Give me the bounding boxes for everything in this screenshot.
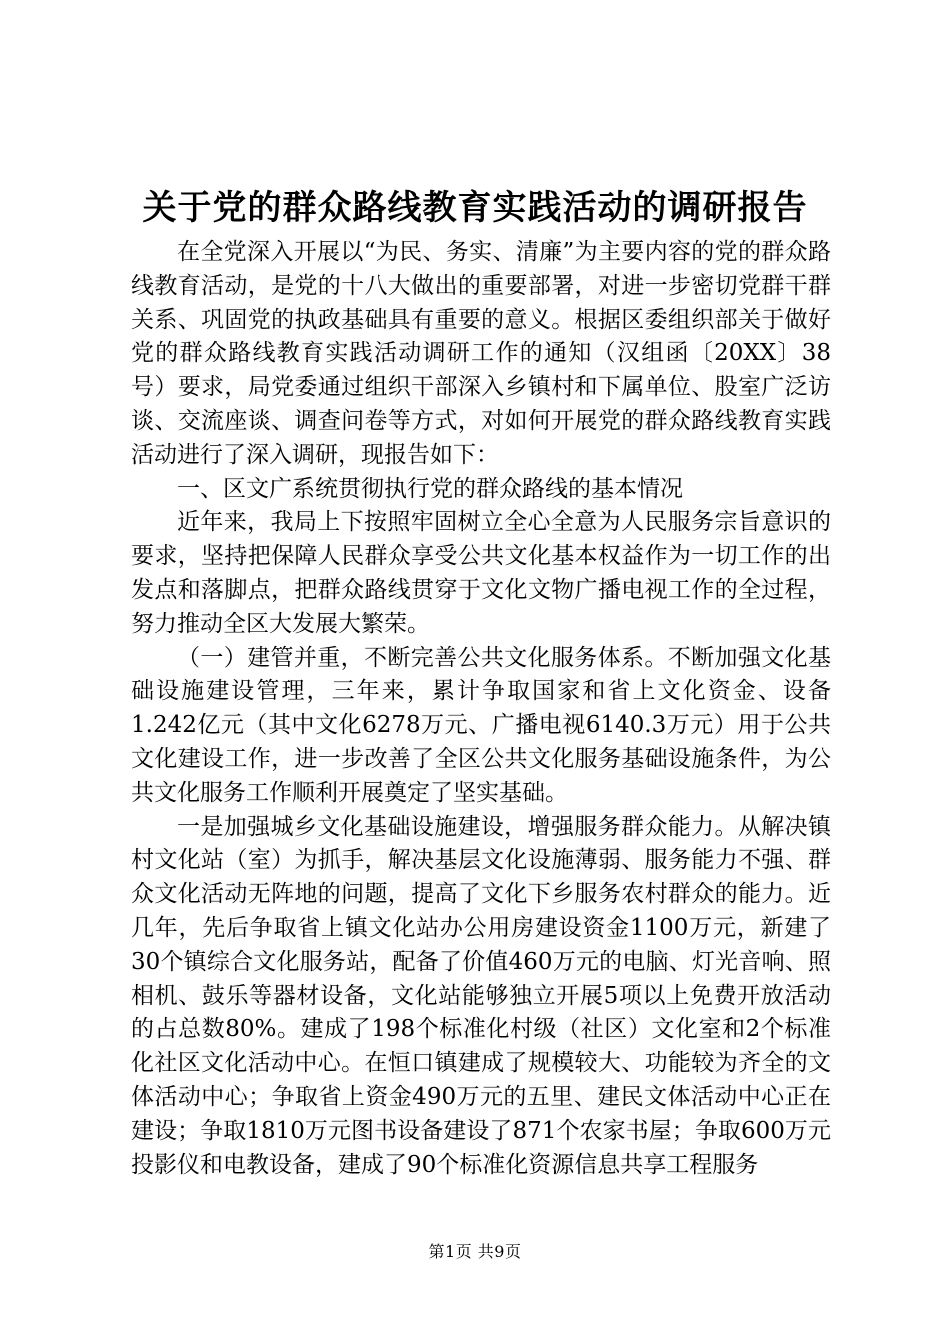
document-title: 关于党的群众路线教育实践活动的调研报告: [142, 188, 808, 228]
paragraph-point-1: 一是加强城乡文化基础设施建设，增强服务群众能力。从解决镇村文化站（室）为抓手，解决基层文化设施薄弱、服务能力不强、群众文化活动无阵地的问题，提高了文化下乡服务农村群众的能力。近几年，先后争取省上镇文化站办公用房建设资金1100万元，新建了30个镇综合文化服务站，配备了价值460万元的电脑、灯光音响、照相机、鼓乐等器材设备，文化站能够独立开展5项以上免费开放活动的占总数80%。建成了198个标准化村级（社区）文化室和2个标准化社区文化活动中心。在恒口镇建成了规模较大、功能较为齐全的文体活动中心；争取省上资金490万元的五里、建民文体活动中心正在建设；争取1810万元图书设备建设了871个农家书屋；争取600万元投影仪和电教设备，建成了90个标准化资源信息共享工程服务: [131, 813, 831, 1178]
section-heading: 一、区文广系统贯彻执行党的群众路线的基本情况: [177, 475, 683, 502]
paragraph-intro: 在全党深入开展以“为民、务实、清廉”为主要内容的党的群众路线教育活动，是党的十八大做出的重要部署，对进一步密切党群干群关系、巩固党的执政基础具有重要的意义。根据区委组织部关于做好党的群众路线教育实践活动调研工作的通知（汉组函〔20XX〕38号）要求，局党委通过组织干部深入乡镇村和下属单位、股室广泛访谈、交流座谈、调查问卷等方式，对如何开展党的群众路线教育实践活动进行了深入调研，现报告如下：: [131, 239, 831, 468]
page-footer: 第1页 共9页: [428, 1242, 522, 1261]
paragraph-subsection-1: （一）建管并重，不断完善公共文化服务体系。不断加强文化基础设施建设管理，三年来，累计争取国家和省上文化资金、设备1.242亿元（其中文化6278万元、广播电视6140.3万元）用于公共文化建设工作，进一步改善了全区公共文化服务基础设施条件，为公共文化服务工作顺利开展奠定了坚实基础。: [131, 644, 831, 806]
paragraph-overview: 近年来，我局上下按照牢固树立全心全意为人民服务宗旨意识的要求，坚持把保障人民群众享受公共文化基本权益作为一切工作的出发点和落脚点，把群众路线贯穿于文化文物广播电视工作的全过程，努力推动全区大发展大繁荣。: [131, 509, 831, 637]
document-body: [131, 236, 831, 1182]
